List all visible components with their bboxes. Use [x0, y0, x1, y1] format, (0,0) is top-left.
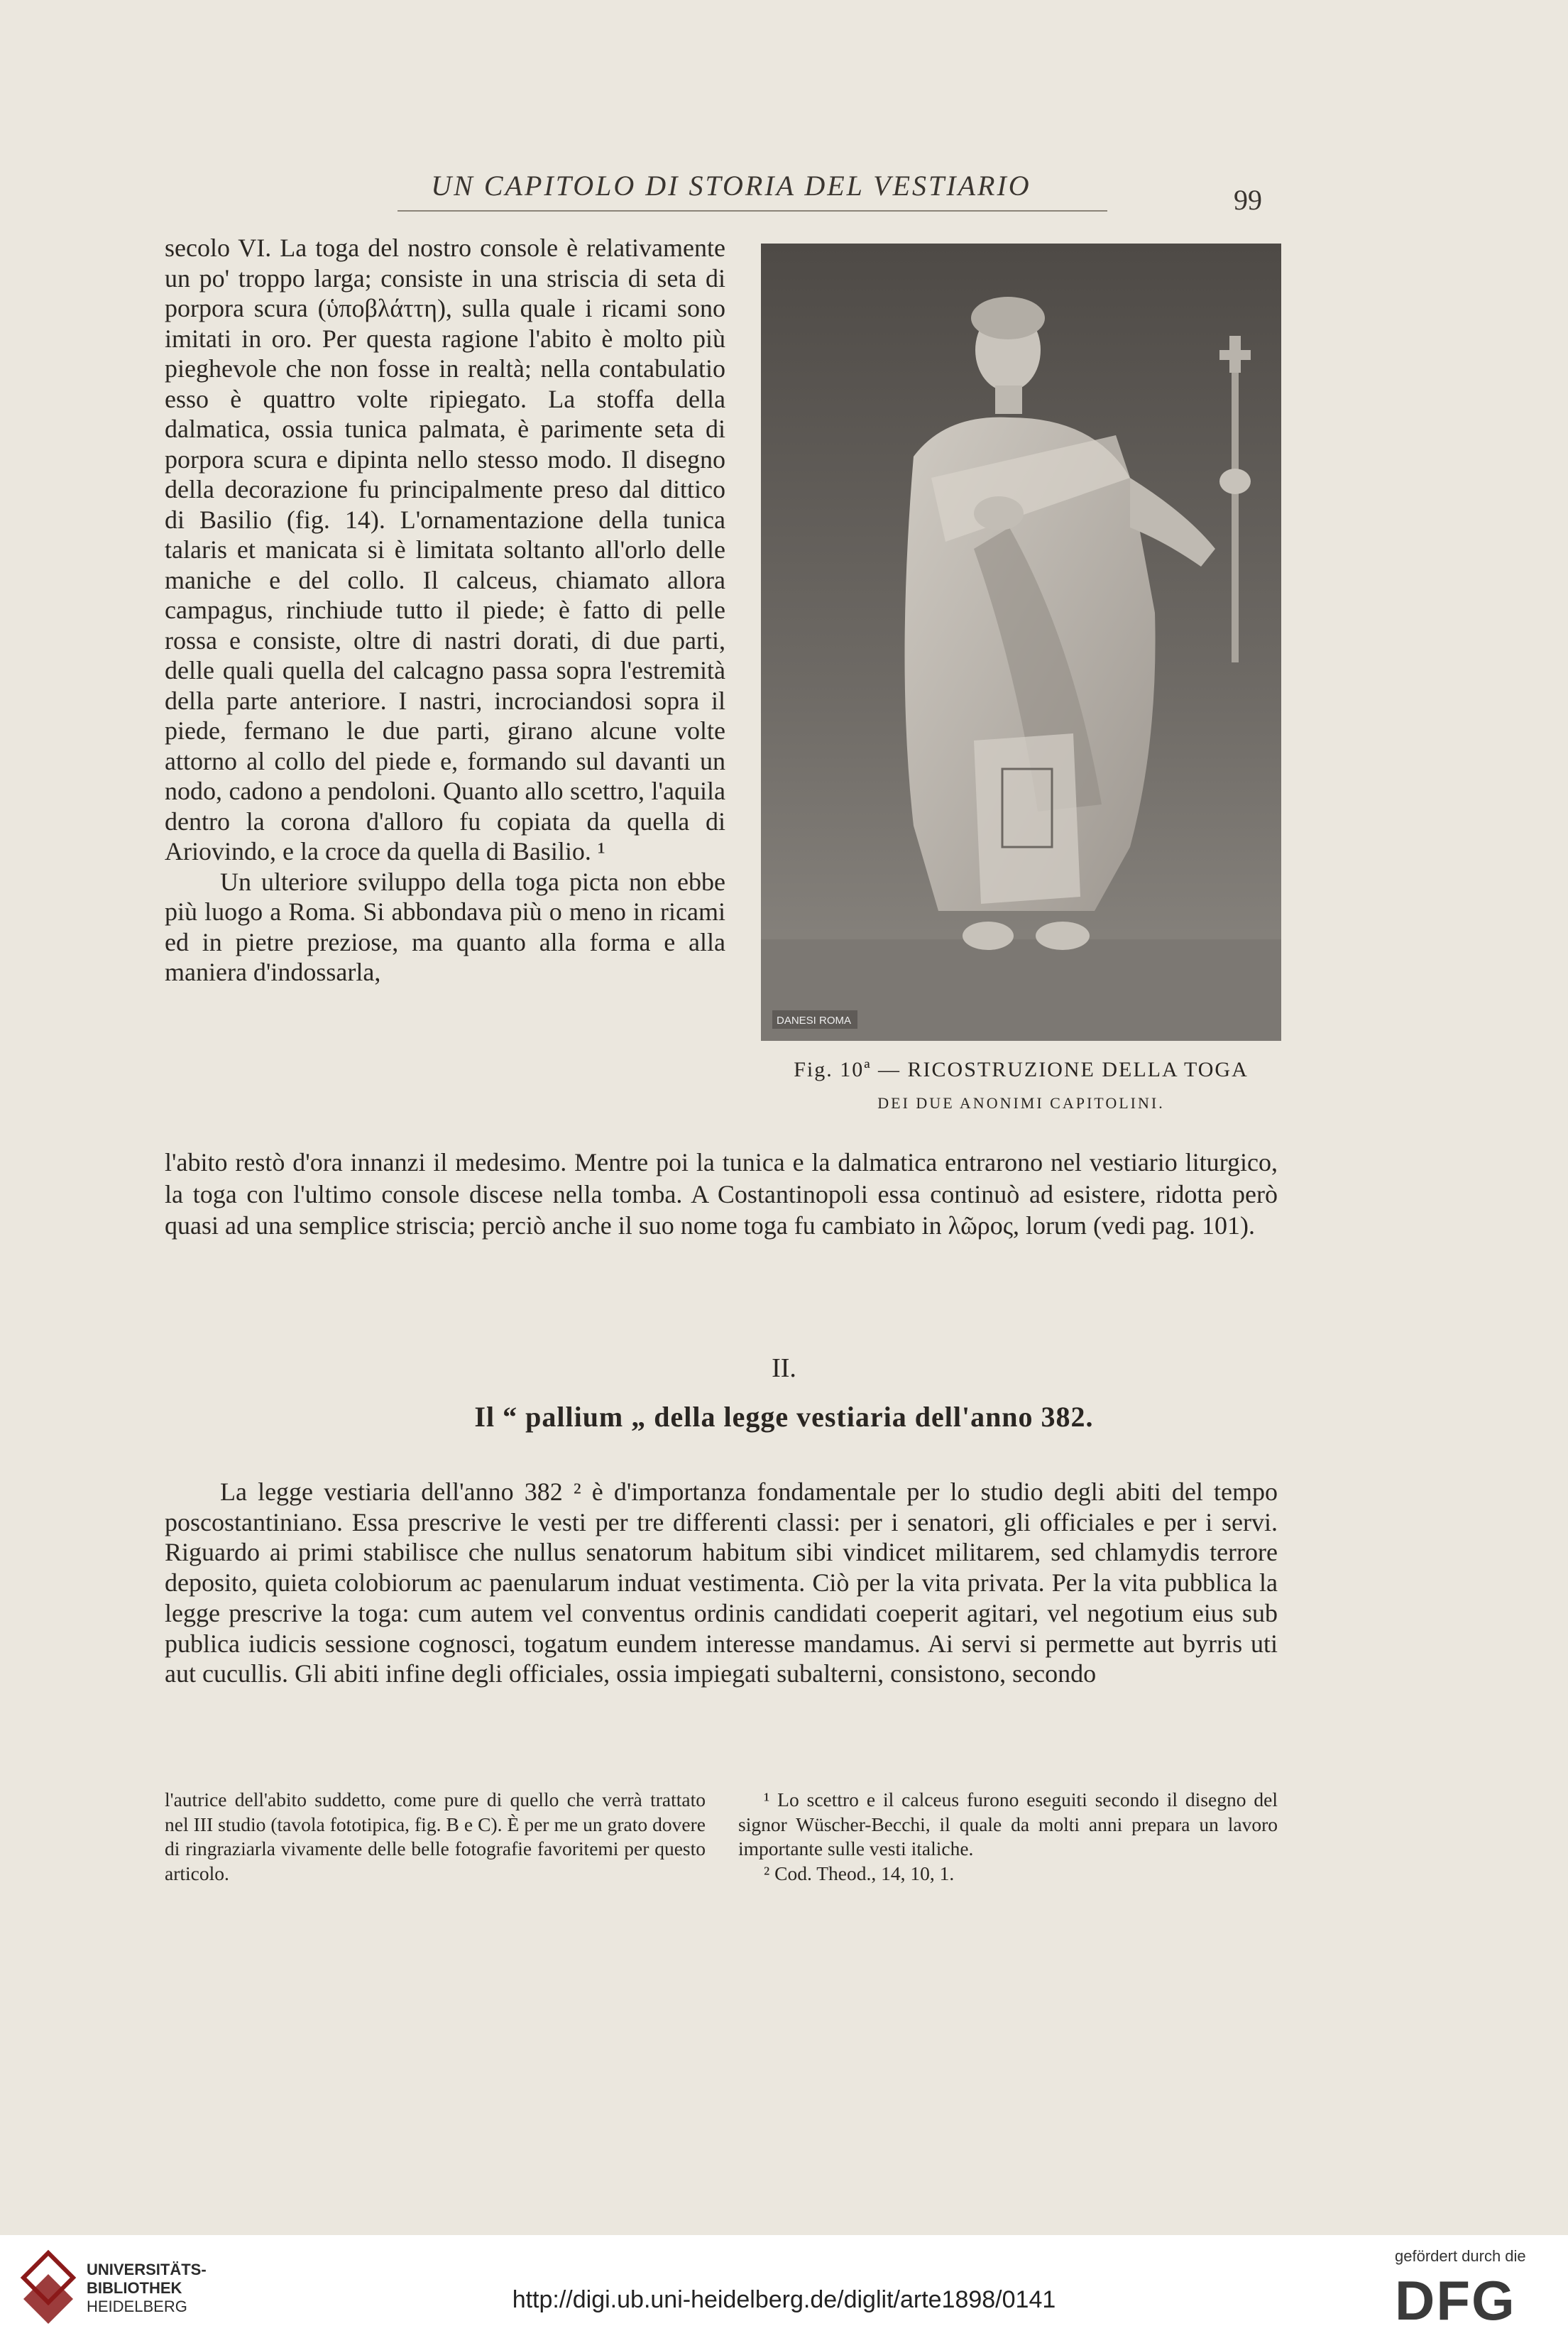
running-title: UN CAPITOLO DI STORIA DEL VESTIARIO [431, 170, 1031, 202]
full-width-text [165, 1147, 1278, 1242]
section-paragraph: La legge vestiaria dell'anno 382 ² è d'importanza fondamentale per lo studio degli abiti del tempo poscostantiniano. Essa prescrive le vesti per tre differenti classi: per i senatori, gli officiales e per i servi. Riguardo ai primi stabilisce che nullus senatorum habitum sibi vindicet militarem, sed chlamydis terrore deposito, quieta colobiorum ac paenularum induat vestimenta. Ciò per la vita privata. Per la vita pubblica la legge prescrive la toga: cum autem vel conventus ordinis candidati coeperit agitari, vel negotium eius sub publica iudicis sessione cognosci, togatum eundem interesse mandamus. Ai servi si permette aut byrris uti aut cucullis. Gli abiti infine degli officiales, ossia impiegati subalterni, consistono, secondo [165, 1478, 1278, 1688]
footnotes-right [738, 1788, 1278, 1886]
column-text [165, 233, 725, 988]
page-number: 99 [1234, 184, 1262, 216]
section-title: Il “ pallium „ della legge vestiaria dell'anno 382. [474, 1401, 1094, 1433]
continuation-paragraph: l'abito restò d'ora innanzi il medesimo. Mentre poi la tunica e la dalmatica entrarono nel vestiario liturgico, la toga con l'ultimo console discese nella tomba. A Costantinopoli essa continuò ad esistere, ridotta però quasi ad una semplice striscia; perciò anche il suo nome toga fu cambiato in λῶρος, lorum (vedi pag. 101). [165, 1148, 1278, 1240]
library-name-line-3: HEIDELBERG [87, 2298, 187, 2315]
photo-credit: DANESI ROMA [777, 1015, 852, 1027]
statue-image [761, 244, 1281, 1041]
header-rule [398, 210, 1107, 212]
footnote-left [165, 1788, 706, 1886]
column-paragraph-2: Un ulteriore sviluppo della toga picta non ebbe più luogo a Roma. Si abbondava più o meno in ricami ed in pietre preziose, ma quanto alla forma e alla maniera d'indossarla, [165, 867, 725, 986]
toga-reconstruction-photo [761, 244, 1281, 1041]
footnote-1: ¹ Lo scettro e il calceus furono eseguiti secondo il disegno del signor Wüscher-Becchi, il quale da molti anni prepara un lavoro importante sulle vesti italiche. [738, 1788, 1278, 1860]
footnote-2: ² Cod. Theod., 14, 10, 1. [764, 1862, 955, 1885]
column-paragraph-1: secolo VI. La toga del nostro console è relativamente un po' troppo larga; consiste in una striscia di seta di porpora scura (ὑποβλάττη), sulla quale i ricami sono imitati in oro. Per questa ragione l'abito è molto più pieghevole che non fosse in realtà; nella contabulatio esso è quattro volte ripiegato. La stoffa della dalmatica, ossia tunica palmata, è parimente seta di porpora scura e dipinta nello stesso modo. Il disegno della decorazione fu principalmente preso dal dittico di Basilio (fig. 14). L'ornamentazione della tunica talaris et manicata si è limitata soltanto all'orlo delle maniche e del collo. Il calceus, chiamato allora campagus, rinchiude tutto il piede; è fatto di pelle rossa e consiste, oltre di nastri dorati, di due parti, delle quali quella del calcagno passa sopra l'estremità della parte anteriore. I nastri, incrociandosi sopra il piede, fermano le due parti, girano alcune volte attorno al collo del piede e, formando sul davanti un nodo, cadono a pendoloni. Quanto allo scettro, l'aquila dentro la corona d'alloro fu copiata da quella di Ariovindo, e la croce da quella di Basilio. ¹ [165, 234, 725, 865]
footnote-left-text: l'autrice dell'abito suddetto, come pure di quello che verrà trattato nel III studio (tavola fototipica, fig. B e C). È per me un grato dovere di ringraziarla vivamente delle belle fotografie favoritemi per questo articolo. [165, 1788, 706, 1885]
section-body [165, 1477, 1278, 1689]
source-url-link[interactable]: http://digi.ub.uni-heidelberg.de/diglit/arte1898/0141 [512, 2286, 1056, 2313]
figure-caption-line-1: Fig. 10ª — RICOSTRUZIONE DELLA TOGA [794, 1058, 1249, 1081]
funding-note: gefördert durch die [1395, 2247, 1526, 2265]
library-name-line-2: BIBLIOTHEK [87, 2279, 182, 2297]
library-name-line-1: UNIVERSITÄTS- [87, 2261, 207, 2278]
section-number: II. [772, 1353, 796, 1383]
figure-caption-line-2: DEI DUE ANONIMI CAPITOLINI. [877, 1094, 1165, 1112]
dfg-logo: DFG [1395, 2269, 1516, 2332]
